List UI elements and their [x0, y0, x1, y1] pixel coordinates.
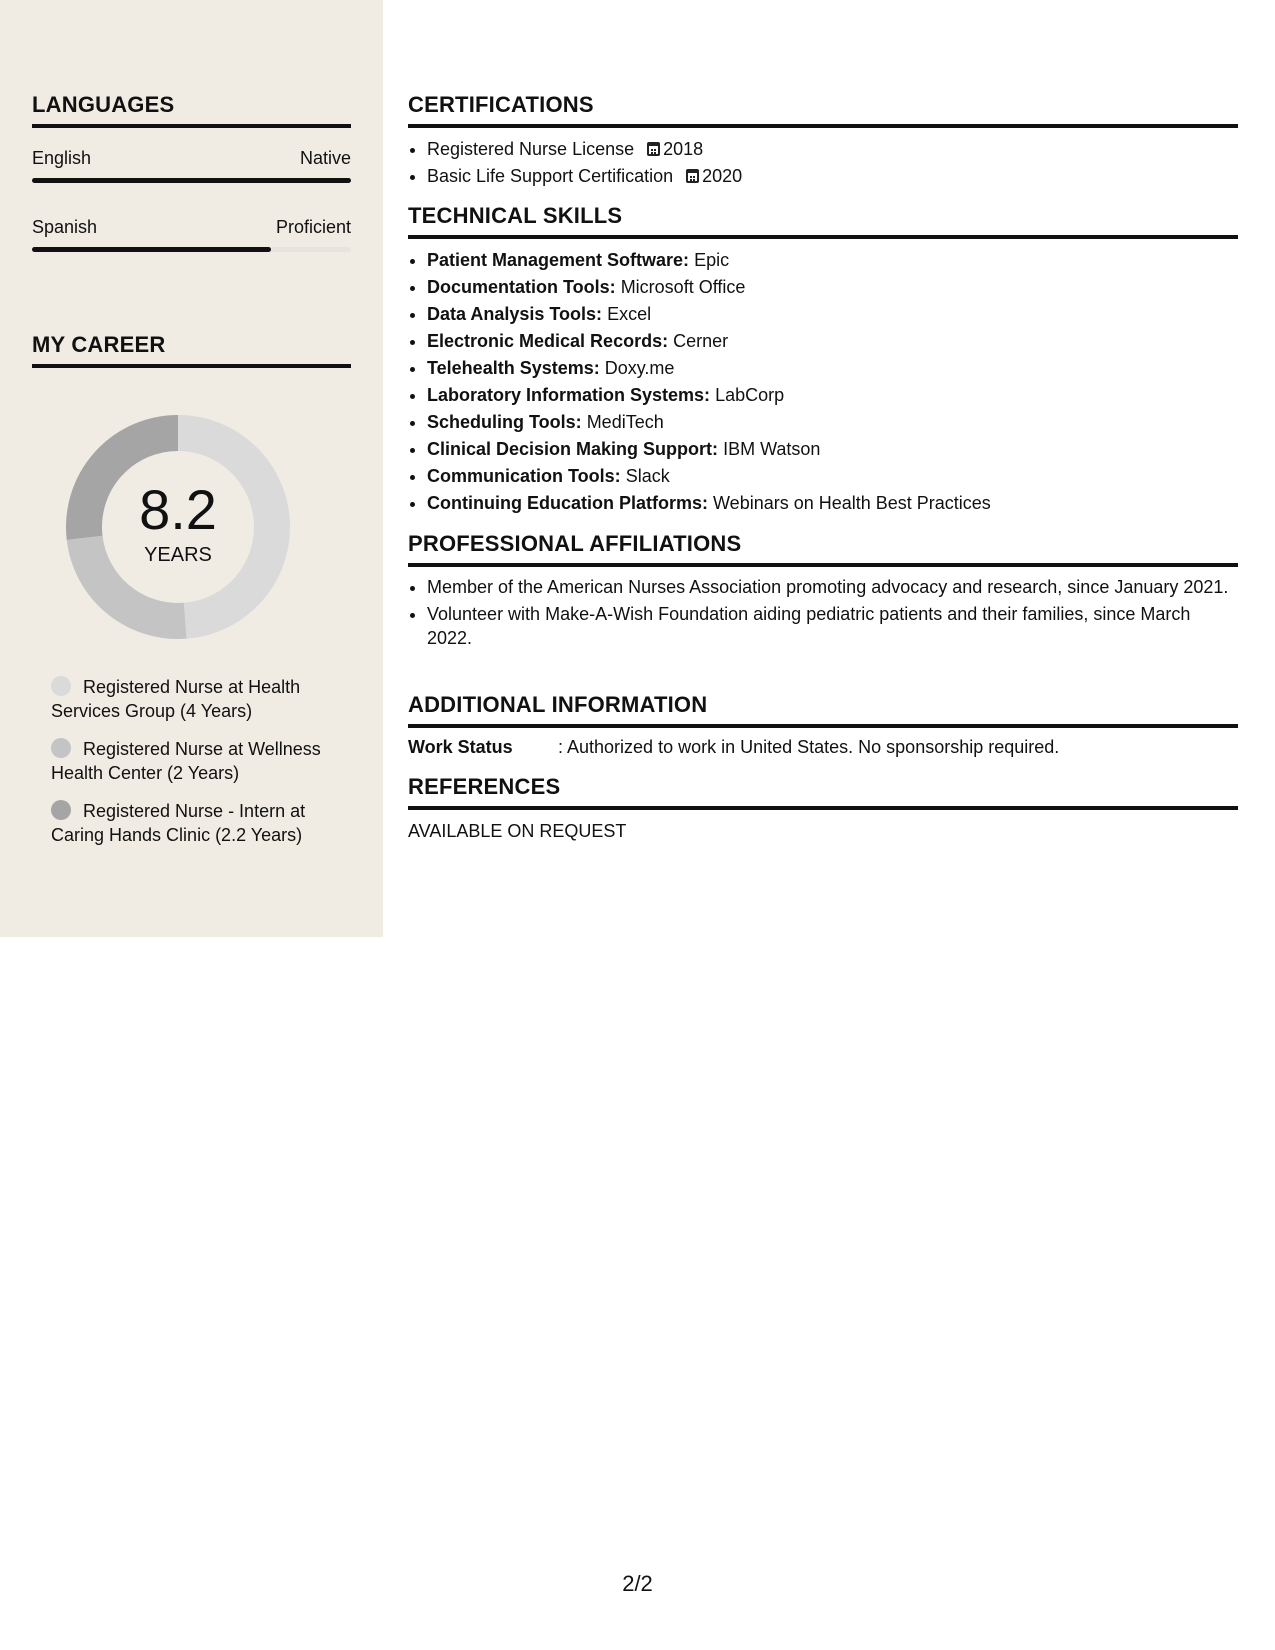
career-total-years: 8.2	[139, 477, 217, 541]
additional-info-section	[408, 692, 1238, 758]
skill-value: Webinars on Health Best Practices	[713, 493, 991, 513]
skill-label: Clinical Decision Making Support:	[427, 439, 719, 459]
career-donut-center	[66, 415, 290, 639]
list-item	[427, 355, 1238, 382]
language-proficiency-fill	[32, 247, 271, 252]
languages-title: LANGUAGES	[32, 92, 351, 128]
certification-name: Basic Life Support Certification	[427, 166, 674, 186]
skill-value: Excel	[607, 304, 652, 324]
skill-value: Cerner	[673, 331, 729, 351]
list-item	[427, 301, 1238, 328]
list-item	[427, 490, 1238, 517]
list-item	[427, 382, 1238, 409]
list-item	[427, 463, 1238, 490]
career-legend-label: Registered Nurse at Health Services Group (4 Years)	[51, 677, 301, 721]
list-item: • Member of the American Nurses Association promoting advocacy and research, since January 2021.	[427, 575, 1238, 599]
list-item	[427, 247, 1238, 274]
career-legend-item	[51, 799, 351, 847]
career-legend-label: Registered Nurse at Wellness Health Center (2 Years)	[51, 739, 321, 783]
work-status-label: Work Status	[408, 737, 513, 757]
skill-label: Scheduling Tools:	[427, 412, 582, 432]
work-status-value: : Authorized to work in United States. No sponsorship required.	[558, 737, 1060, 757]
career-legend-label: Registered Nurse - Intern at Caring Hands Clinic (2.2 Years)	[51, 801, 306, 845]
list-item: • Volunteer with Make-A-Wish Foundation aiding pediatric patients and their families, since March 2022.	[427, 602, 1238, 650]
language-level: Native	[299, 148, 351, 168]
language-name: Spanish	[32, 217, 98, 237]
skill-label: Electronic Medical Records:	[427, 331, 669, 351]
list-item	[427, 163, 1238, 190]
affiliations-section	[408, 531, 1238, 653]
sidebar	[0, 0, 383, 937]
career-total-unit: YEARS	[144, 543, 212, 566]
calendar-icon	[686, 169, 699, 183]
career-title: MY CAREER	[32, 332, 351, 368]
certification-year: 2020	[702, 166, 743, 186]
certifications-section	[408, 92, 1238, 190]
certifications-title: CERTIFICATIONS	[408, 92, 1238, 128]
career-section	[32, 332, 351, 368]
skill-label: Patient Management Software:	[427, 250, 690, 270]
technical-skills-section	[408, 203, 1238, 517]
references-text: AVAILABLE ON REQUEST	[408, 821, 627, 841]
languages-section	[32, 92, 351, 252]
skill-value: Epic	[694, 250, 730, 270]
skill-value: IBM Watson	[723, 439, 821, 459]
skill-label: Laboratory Information Systems:	[427, 385, 711, 405]
skill-value: Doxy.me	[604, 358, 675, 378]
affiliations-title: PROFESSIONAL AFFILIATIONS	[408, 531, 1238, 567]
skill-label: Documentation Tools:	[427, 277, 616, 297]
affiliations-list	[408, 575, 1238, 650]
career-donut-chart	[66, 415, 290, 639]
skill-label: Communication Tools:	[427, 466, 621, 486]
certification-year: 2018	[663, 139, 704, 159]
list-item	[427, 409, 1238, 436]
language-proficiency-fill	[32, 178, 351, 183]
skill-value: Microsoft Office	[620, 277, 746, 297]
references-title: REFERENCES	[408, 774, 1238, 810]
technical-skills-list	[408, 247, 1238, 517]
skill-value: MediTech	[586, 412, 664, 432]
legend-swatch	[51, 738, 71, 758]
skill-label: Telehealth Systems:	[427, 358, 600, 378]
career-legend-item	[51, 675, 351, 723]
language-spanish	[32, 217, 351, 252]
list-item	[427, 436, 1238, 463]
career-legend	[51, 675, 351, 861]
calendar-icon	[647, 142, 660, 156]
skill-value: Slack	[625, 466, 670, 486]
career-legend-item	[51, 737, 351, 785]
language-english	[32, 148, 351, 183]
certifications-list	[408, 136, 1238, 190]
language-level: Proficient	[275, 217, 351, 237]
list-item	[427, 136, 1238, 163]
legend-swatch	[51, 800, 71, 820]
language-proficiency-bar	[32, 247, 351, 252]
skill-value: LabCorp	[715, 385, 785, 405]
list-item	[427, 274, 1238, 301]
list-item	[427, 328, 1238, 355]
work-status-row	[408, 737, 1238, 758]
references-section	[408, 774, 1238, 842]
certification-name: Registered Nurse License	[427, 139, 635, 159]
technical-skills-title: TECHNICAL SKILLS	[408, 203, 1238, 239]
skill-label: Data Analysis Tools:	[427, 304, 603, 324]
page-number: 2/2	[622, 1571, 653, 1596]
language-name: English	[32, 148, 92, 168]
skill-label: Continuing Education Platforms:	[427, 493, 708, 513]
language-proficiency-bar	[32, 178, 351, 183]
additional-info-title: ADDITIONAL INFORMATION	[408, 692, 1238, 728]
legend-swatch	[51, 676, 71, 696]
